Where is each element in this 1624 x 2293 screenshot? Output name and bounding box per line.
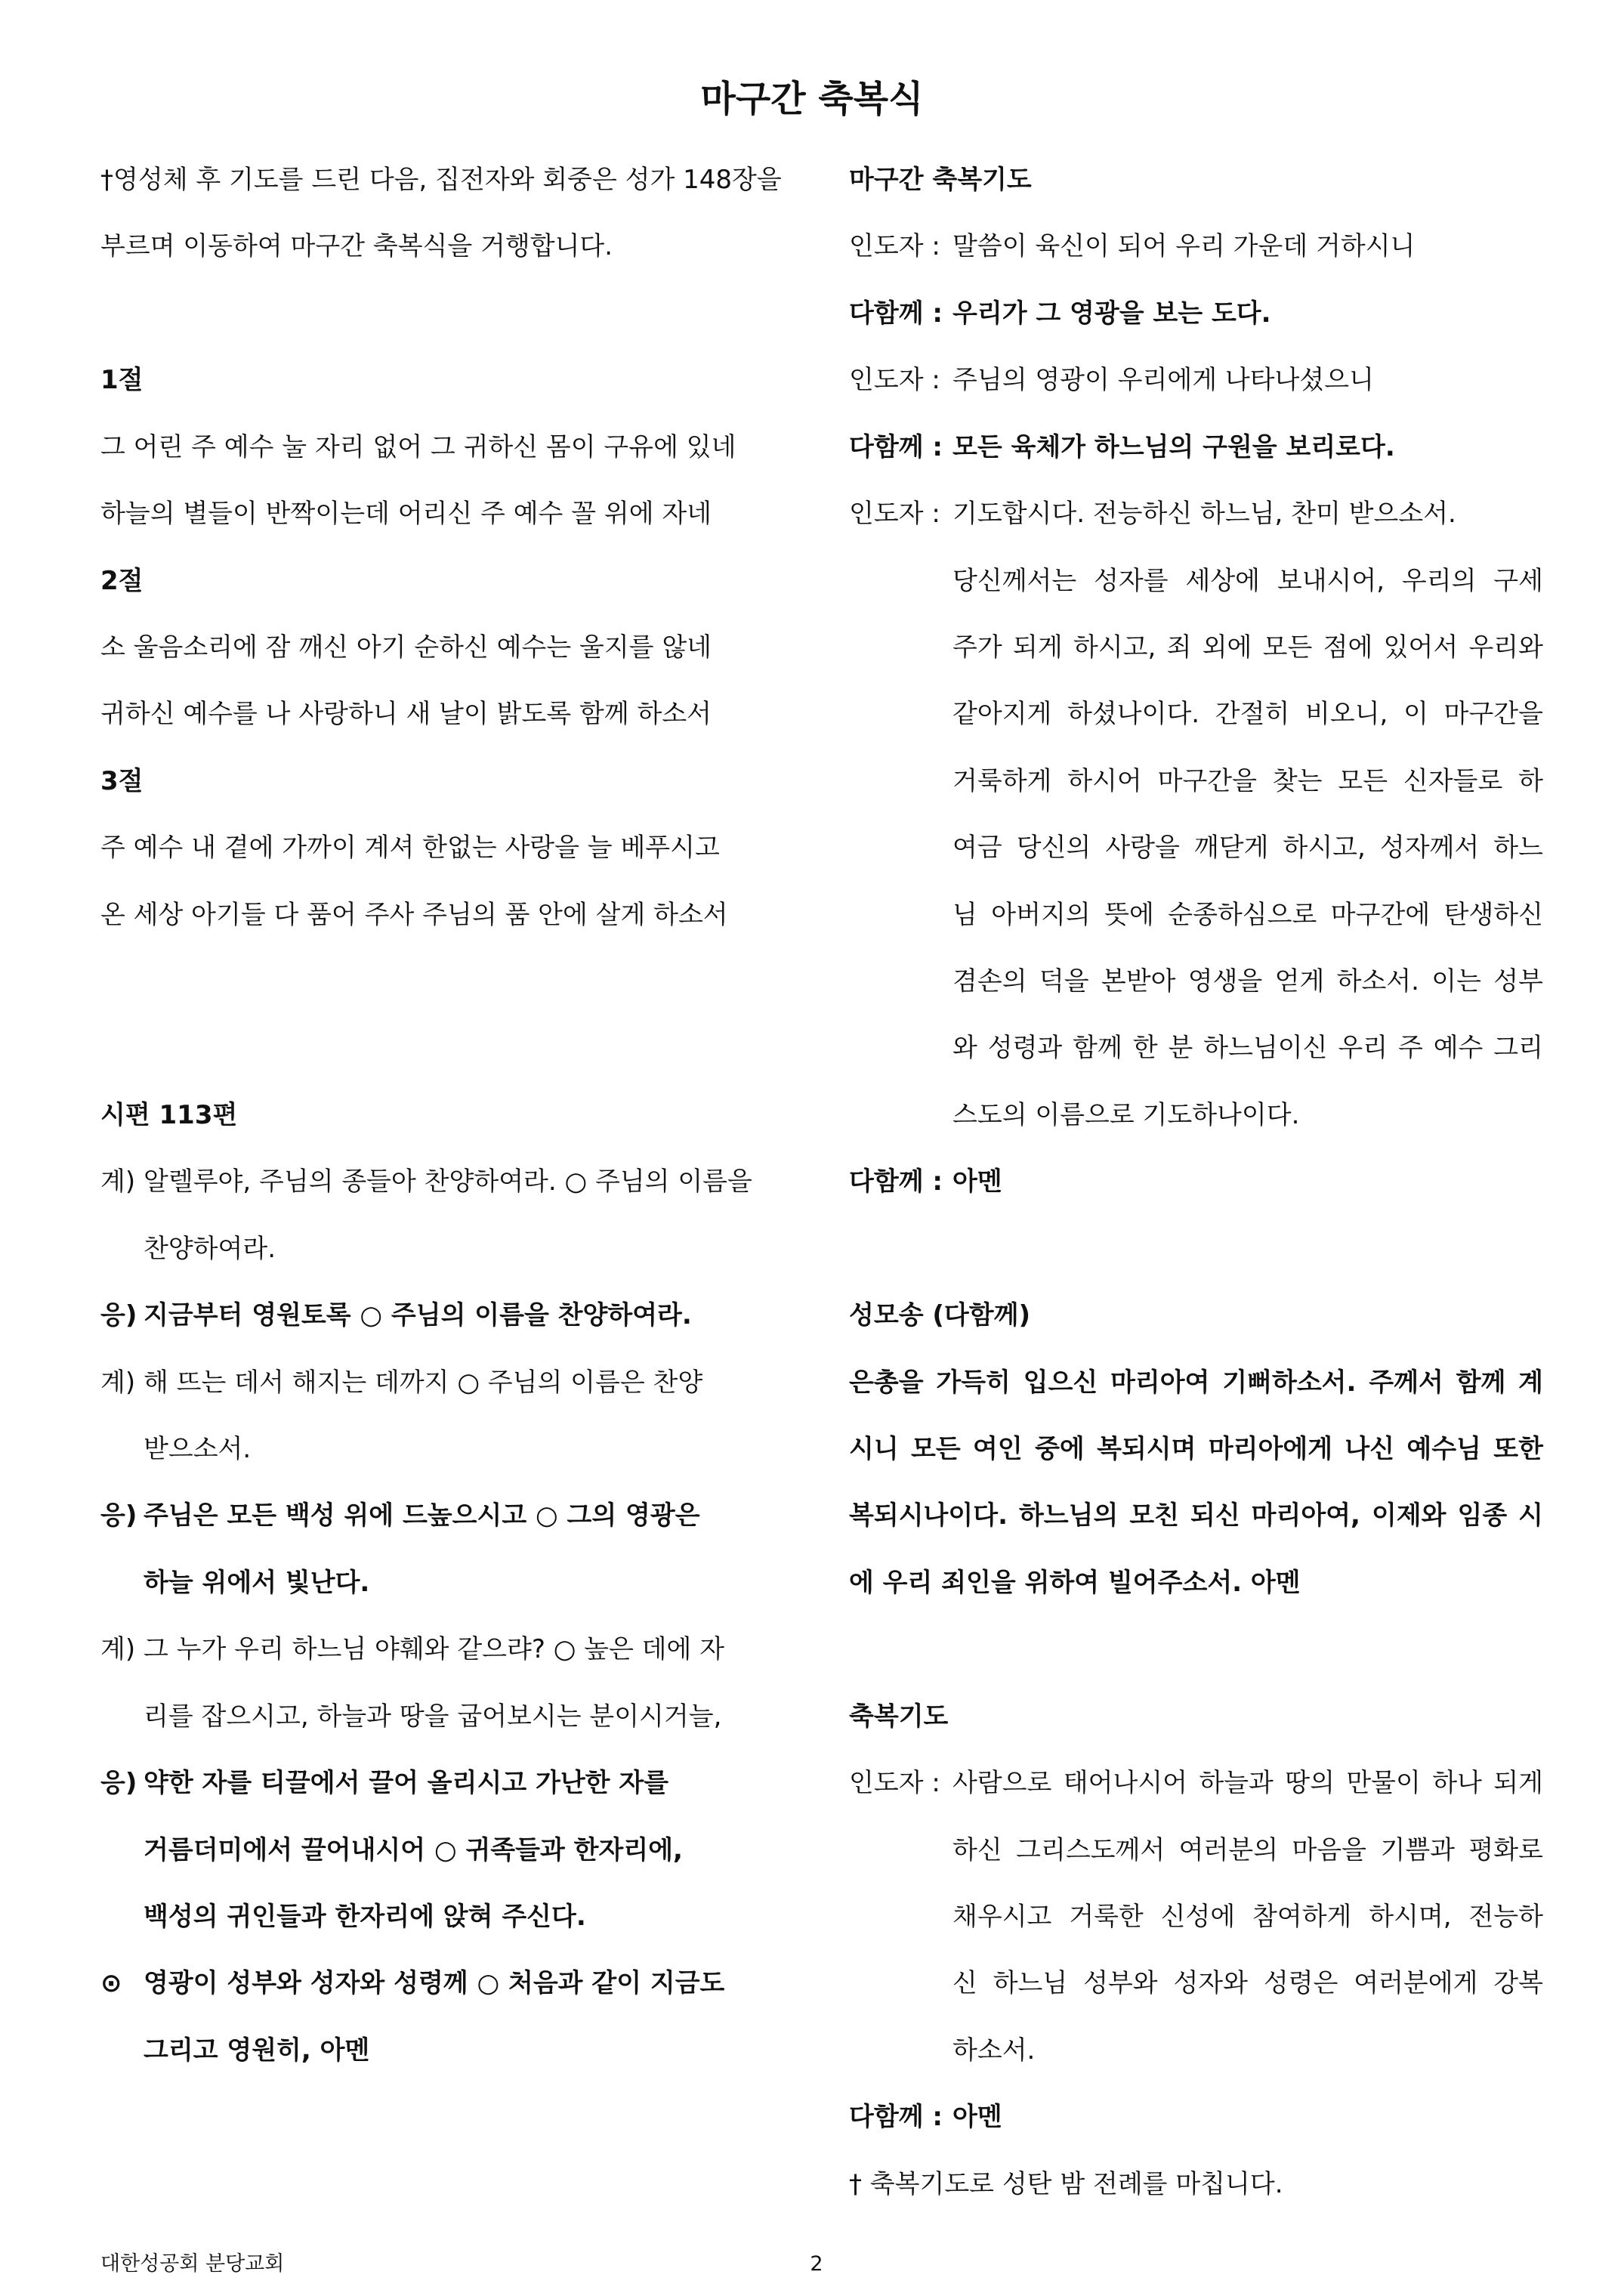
prayer-line: 기도합시다. 전능하신 하느님, 찬미 받으소서.	[952, 499, 1456, 530]
hymn-line: 주 예수 내 곁에 가까이 계셔 한없는 사랑을 늘 베푸시고	[100, 833, 720, 864]
prayer-line: 겸손의 덕을 본받아 영생을 얻게 하소서. 이는 성부	[952, 966, 1543, 997]
psalm-role-marker: 응)	[100, 1500, 137, 1531]
speaker-label: 다함께 :	[849, 1167, 943, 1197]
prayer-line: 스도의 이름으로 기도하나이다.	[952, 1099, 1300, 1130]
hymn-line: 소 울음소리에 잠 깨신 아기 순하신 예수는 울지를 않네	[100, 632, 712, 663]
hymn-line: 그 어린 주 예수 눌 자리 없어 그 귀하신 몸이 구유에 있네	[100, 431, 736, 462]
prayer-line: 모든 육체가 하느님의 구원을 보리로다.	[952, 431, 1395, 462]
closing-rubric: † 축복기도로 성탄 밤 전례를 마칩니다.	[849, 2168, 1283, 2199]
prayer-line: 같아지게 하셨나이다. 간절히 비오니, 이 마구간을	[952, 699, 1543, 730]
psalm-verse	[100, 1282, 810, 1349]
psalm-line: 영광이 성부와 성자와 성령께 ○ 처음과 같이 지금도	[144, 1968, 725, 1999]
dialog-line	[849, 1750, 1543, 1816]
prayer-line: 여금 당신의 사랑을 깨닫게 하시고, 성자께서 하느	[952, 833, 1543, 864]
section-heading: 마구간 축복기도	[849, 165, 1032, 195]
dialog-line	[849, 1148, 1543, 1215]
psalm-line: 받으소서.	[144, 1434, 252, 1465]
psalm-line: 주님은 모든 백성 위에 드높으시고 ○ 그의 영광은	[144, 1500, 700, 1531]
rubric-line: †영성체 후 기도를 드린 다음, 집전자와 회중은 성가 148장을	[100, 165, 782, 195]
footer-church-name: 대한성공회 분당교회	[100, 2252, 285, 2276]
speaker-label: 다함께 :	[849, 431, 943, 462]
prayer-line: 사람으로 태어나시어 하늘과 땅의 만물이 하나 되게	[952, 1768, 1543, 1799]
psalm-role-marker: 응)	[100, 1300, 137, 1331]
speaker-label: 인도자 :	[849, 499, 940, 530]
section-heading: 성모송 (다함께)	[849, 1300, 1030, 1331]
left-column	[100, 147, 810, 2084]
psalm-line: 해 뜨는 데서 해지는 데까지 ○ 주님의 이름은 찬양	[144, 1367, 703, 1398]
prayer-line: 당신께서는 성자를 세상에 보내시어, 우리의 구세	[952, 565, 1543, 596]
psalm-verse	[100, 1950, 810, 2016]
psalm-line: 백성의 귀인들과 한자리에 앉혀 주신다.	[144, 1901, 586, 1932]
psalm-role-marker: 응)	[100, 1768, 137, 1799]
psalm-verse	[100, 1750, 810, 1816]
prayer-line: 님 아버지의 뜻에 순종하심으로 마구간에 탄생하신	[952, 899, 1543, 930]
right-column	[849, 147, 1543, 2217]
hail-mary-line: 복되시나이다. 하느님의 모친 되신 마리아여, 이제와 임종 시	[849, 1500, 1543, 1531]
blank-line	[100, 280, 810, 347]
speaker-label: 인도자 :	[849, 365, 940, 396]
prayer-line: 아멘	[952, 2102, 1002, 2133]
hail-mary-line: 시니 모든 여인 중에 복되시며 마리아에게 나신 예수님 또한	[849, 1434, 1543, 1465]
dialog-line	[849, 213, 1543, 280]
page-number: 2	[810, 2252, 823, 2276]
psalm-line: 그리고 영원히, 아멘	[144, 2035, 370, 2066]
speaker-label: 다함께 :	[849, 298, 943, 329]
prayer-line: 하소서.	[952, 2035, 1036, 2066]
psalm-verse	[100, 1349, 810, 1416]
hymn-line: 온 세상 아기들 다 품어 주사 주님의 품 안에 살게 하소서	[100, 899, 728, 930]
psalm-line: 찬양하여라.	[144, 1233, 276, 1264]
blank-line	[100, 948, 810, 1015]
prayer-line: 하신 그리스도께서 여러분의 마음을 기쁨과 평화로	[952, 1834, 1543, 1865]
psalm-line: 리를 잡으시고, 하늘과 땅을 굽어보시는 분이시거늘,	[144, 1701, 722, 1732]
speaker-label: 인도자 :	[849, 231, 940, 262]
psalm-role-marker: ⊙	[100, 1968, 122, 1999]
prayer-line: 거룩하게 하시어 마구간을 찾는 모든 신자들로 하	[952, 765, 1543, 796]
dialog-line	[849, 347, 1543, 413]
psalm-verse	[100, 1482, 810, 1549]
dialog-line	[849, 481, 1543, 547]
hymn-line: 귀하신 예수를 나 사랑하니 새 날이 밝도록 함께 하소서	[100, 699, 712, 730]
psalm-verse	[100, 1616, 810, 1683]
section-heading: 축복기도	[849, 1701, 949, 1732]
psalm-verse	[100, 1148, 810, 1215]
psalm-line: 지금부터 영원토록 ○ 주님의 이름을 찬양하여라.	[144, 1300, 692, 1331]
prayer-line: 주님의 영광이 우리에게 나타나셨으니	[952, 365, 1374, 396]
psalm-role-marker: 계)	[100, 1634, 136, 1665]
psalm-line: 그 누가 우리 하느님 야훼와 같으랴? ○ 높은 데에 자	[144, 1634, 725, 1665]
dialog-line	[849, 280, 1543, 347]
hymn-verse-label: 2절	[100, 565, 144, 596]
hail-mary-line: 에 우리 죄인을 위하여 빌어주소서. 아멘	[849, 1567, 1301, 1598]
psalm-role-marker: 계)	[100, 1167, 136, 1197]
prayer-line: 우리가 그 영광을 보는 도다.	[952, 298, 1271, 329]
rubric-line: 부르며 이동하여 마구간 축복식을 거행합니다.	[100, 231, 613, 262]
psalm-line: 약한 자를 티끌에서 끌어 올리시고 가난한 자를	[144, 1768, 669, 1799]
dialog-line	[849, 2084, 1543, 2150]
speaker-label: 인도자 :	[849, 1768, 940, 1799]
hymn-verse-label: 3절	[100, 765, 144, 796]
psalm-line: 알렐루야, 주님의 종들아 찬양하여라. ○ 주님의 이름을	[144, 1167, 752, 1197]
blank-line	[849, 1616, 1543, 1683]
page-title: 마구간 축복식	[700, 78, 924, 120]
prayer-line: 와 성령과 함께 한 분 하느님이신 우리 주 예수 그리	[952, 1033, 1543, 1064]
prayer-line: 아멘	[952, 1167, 1002, 1197]
prayer-line: 신 하느님 성부와 성자와 성령은 여러분에게 강복	[952, 1968, 1543, 1999]
blank-line	[100, 1015, 810, 1081]
psalm-line: 거름더미에서 끌어내시어 ○ 귀족들과 한자리에,	[144, 1834, 683, 1865]
psalm-role-marker: 계)	[100, 1367, 136, 1398]
speaker-label: 다함께 :	[849, 2102, 943, 2133]
prayer-line: 채우시고 거룩한 신성에 참여하게 하시며, 전능하	[952, 1901, 1543, 1932]
psalm-line: 하늘 위에서 빛난다.	[144, 1567, 370, 1598]
hymn-line: 하늘의 별들이 반짝이는데 어리신 주 예수 꼴 위에 자네	[100, 499, 712, 530]
hail-mary-line: 은총을 가득히 입으신 마리아여 기뻐하소서. 주께서 함께 계	[849, 1367, 1543, 1398]
hymn-verse-label: 1절	[100, 365, 144, 396]
blank-line	[849, 1216, 1543, 1282]
prayer-line: 말씀이 육신이 되어 우리 가운데 거하시니	[952, 231, 1416, 262]
psalm-heading: 시편 113편	[100, 1099, 238, 1130]
dialog-line	[849, 414, 1543, 481]
prayer-line: 주가 되게 하시고, 죄 외에 모든 점에 있어서 우리와	[952, 632, 1543, 663]
